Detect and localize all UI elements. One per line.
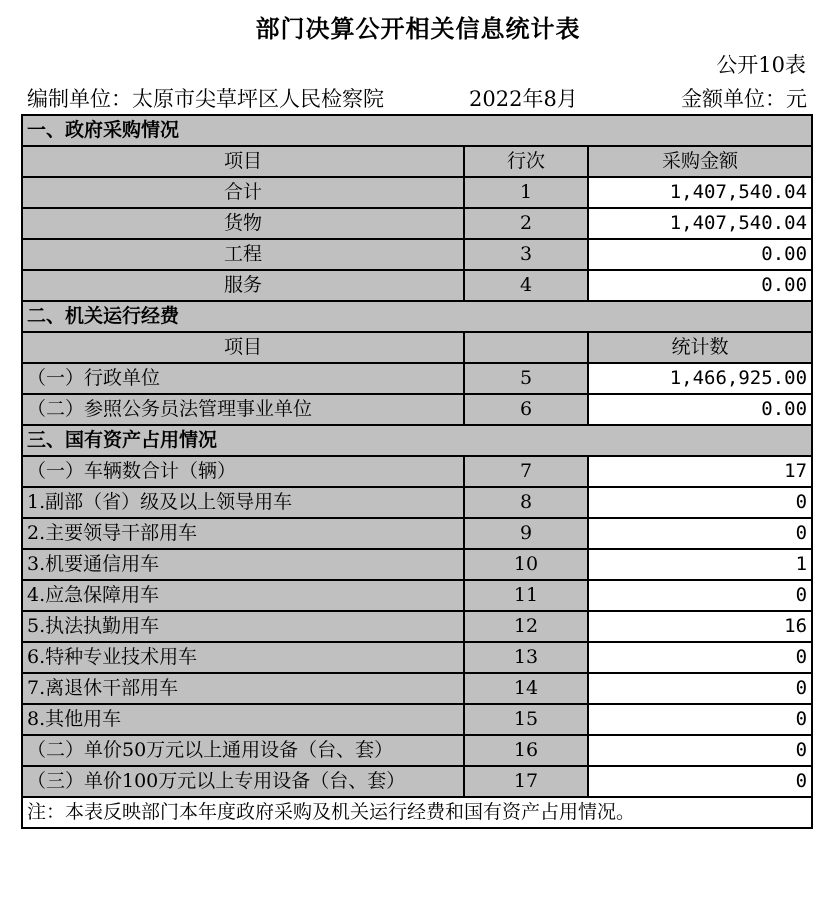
row-number: 5 [464,363,588,394]
compiling-unit: 编制单位：太原市尖草坪区人民检察院 [27,87,384,111]
note-row [22,797,812,828]
col-item-header: 项目 [22,332,464,363]
row-number: 1 [464,177,588,208]
table-row [22,363,812,394]
row-number: 9 [464,518,588,549]
row-label: （三）单价100万元以上专用设备（台、套） [22,766,464,797]
section2-heading: 二、机关运行经费 [22,301,812,332]
row-number: 13 [464,642,588,673]
column-header-row [22,332,812,363]
row-label: 7.离退休干部用车 [22,673,464,704]
row-value: 0 [588,766,812,797]
row-value: 16 [588,611,812,642]
section3-heading: 三、国有资产占用情况 [22,425,812,456]
column-header-row [22,146,812,177]
row-number: 10 [464,549,588,580]
amount-unit: 金额单位：元 [681,87,807,111]
row-label: （一）车辆数合计（辆） [22,456,464,487]
table-row [22,735,812,766]
table-row [22,766,812,797]
section-heading-row [22,425,812,456]
row-value: 0.00 [588,394,812,425]
page-title: 部门决算公开相关信息统计表 [255,15,581,43]
row-number: 12 [464,611,588,642]
table-row [22,704,812,735]
table-note: 注：本表反映部门本年度政府采购及机关运行经费和国有资产占用情况。 [22,797,812,828]
row-value: 0.00 [588,270,812,301]
row-label: 6.特种专业技术用车 [22,642,464,673]
col-item-header: 项目 [22,146,464,177]
table-row [22,208,812,239]
row-label: 2.主要领导干部用车 [22,518,464,549]
statistics-table [21,114,813,829]
table-row [22,456,812,487]
row-number: 4 [464,270,588,301]
col-count-header: 统计数 [588,332,812,363]
col-row-header: 行次 [464,146,588,177]
report-date: 2022年8月 [469,87,578,111]
section-heading-row [22,301,812,332]
table-row [22,270,812,301]
row-number: 3 [464,239,588,270]
row-value: 0 [588,518,812,549]
row-number: 14 [464,673,588,704]
row-value: 0 [588,580,812,611]
row-value: 0.00 [588,239,812,270]
row-number: 2 [464,208,588,239]
table-row [22,549,812,580]
meta-line [27,83,807,115]
row-value: 0 [588,704,812,735]
row-number: 16 [464,735,588,766]
section-heading-row [22,115,812,146]
row-label: 服务 [22,270,464,301]
table-row [22,487,812,518]
table-row [22,239,812,270]
row-label: 3.机要通信用车 [22,549,464,580]
row-label: （一）行政单位 [22,363,464,394]
table-row [22,518,812,549]
row-label: 货物 [22,208,464,239]
section1-heading: 一、政府采购情况 [22,115,812,146]
table-row [22,673,812,704]
row-value: 0 [588,642,812,673]
col-row-header-empty [464,332,588,363]
table-row [22,611,812,642]
row-number: 7 [464,456,588,487]
table-row [22,177,812,208]
row-value: 17 [588,456,812,487]
table-row [22,394,812,425]
row-value: 1,466,925.00 [588,363,812,394]
row-label: 8.其他用车 [22,704,464,735]
table-row [22,580,812,611]
row-number: 15 [464,704,588,735]
row-value: 1,407,540.04 [588,177,812,208]
row-label: （二）参照公务员法管理事业单位 [22,394,464,425]
row-number: 8 [464,487,588,518]
row-number: 6 [464,394,588,425]
col-amount-header: 采购金额 [588,146,812,177]
row-label: 4.应急保障用车 [22,580,464,611]
table-row [22,642,812,673]
row-label: （二）单价50万元以上通用设备（台、套） [22,735,464,766]
row-label: 合计 [22,177,464,208]
row-number: 11 [464,580,588,611]
row-value: 1 [588,549,812,580]
form-number: 公开10表 [716,53,806,77]
row-label: 工程 [22,239,464,270]
row-value: 1,407,540.04 [588,208,812,239]
row-label: 5.执法执勤用车 [22,611,464,642]
row-number: 17 [464,766,588,797]
row-value: 0 [588,735,812,766]
row-label: 1.副部（省）级及以上领导用车 [22,487,464,518]
row-value: 0 [588,673,812,704]
row-value: 0 [588,487,812,518]
